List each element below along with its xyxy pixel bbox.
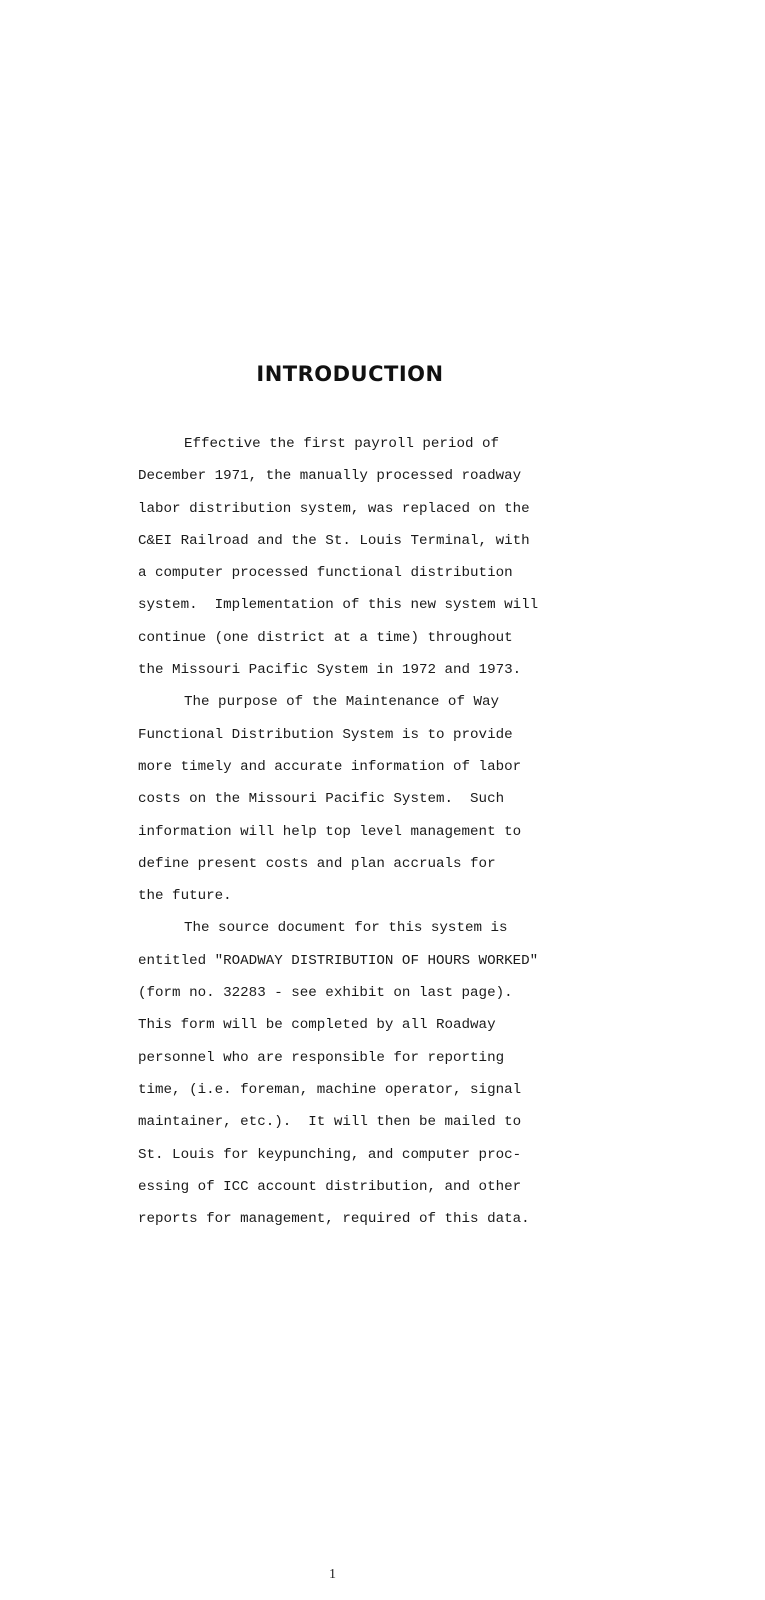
paragraph-line: time, (i.e. foreman, machine operator, signal: [138, 1081, 522, 1098]
paragraph-1: [138, 428, 568, 686]
paragraph-3: [138, 912, 568, 1235]
paragraph-line: costs on the Missouri Pacific System. Such: [138, 791, 505, 808]
paragraph-line: entitled "ROADWAY DISTRIBUTION OF HOURS WORKED": [138, 952, 539, 969]
page-number: 1: [329, 1567, 336, 1582]
page-title: INTRODUCTION: [256, 362, 444, 386]
paragraph-line: Functional Distribution System is to provide: [138, 726, 513, 743]
paragraph-line: the Missouri Pacific System in 1972 and 1973.: [138, 662, 522, 679]
paragraph-line: system. Implementation of this new system will: [138, 597, 539, 614]
paragraph-line: the future.: [138, 888, 232, 905]
paragraph-line: define present costs and plan accruals for: [138, 855, 496, 872]
paragraph-line: Effective the first payroll period of: [184, 436, 500, 452]
paragraph-line: a computer processed functional distribution: [138, 565, 513, 582]
paragraph-line: more timely and accurate information of labor: [138, 758, 522, 775]
paragraph-line: labor distribution system, was replaced on the: [138, 500, 530, 517]
paragraph-line: information will help top level management to: [138, 823, 522, 840]
paragraph-2: [138, 686, 568, 912]
paragraph-line: personnel who are responsible for reporting: [138, 1049, 505, 1066]
paragraph-line: continue (one district at a time) throughout: [138, 629, 513, 646]
paragraph-line: The source document for this system is: [184, 920, 508, 937]
paragraph-line: The purpose of the Maintenance of Way: [184, 694, 500, 711]
paragraph-line: This form will be completed by all Roadway: [138, 1017, 496, 1034]
paragraph-line: C&EI Railroad and the St. Louis Terminal, with: [138, 532, 530, 549]
paragraph-line: essing of ICC account distribution, and other: [138, 1178, 522, 1195]
paragraph-line: (form no. 32283 - see exhibit on last page).: [138, 985, 513, 1002]
body-text: [138, 428, 568, 1235]
paragraph-line: maintainer, etc.). It will then be mailed to: [138, 1114, 522, 1131]
paragraph-line: reports for management, required of this data.: [138, 1211, 530, 1228]
paragraph-line: December 1971, the manually processed roadway: [138, 468, 522, 485]
paragraph-line: St. Louis for keypunching, and computer proc-: [138, 1146, 522, 1163]
